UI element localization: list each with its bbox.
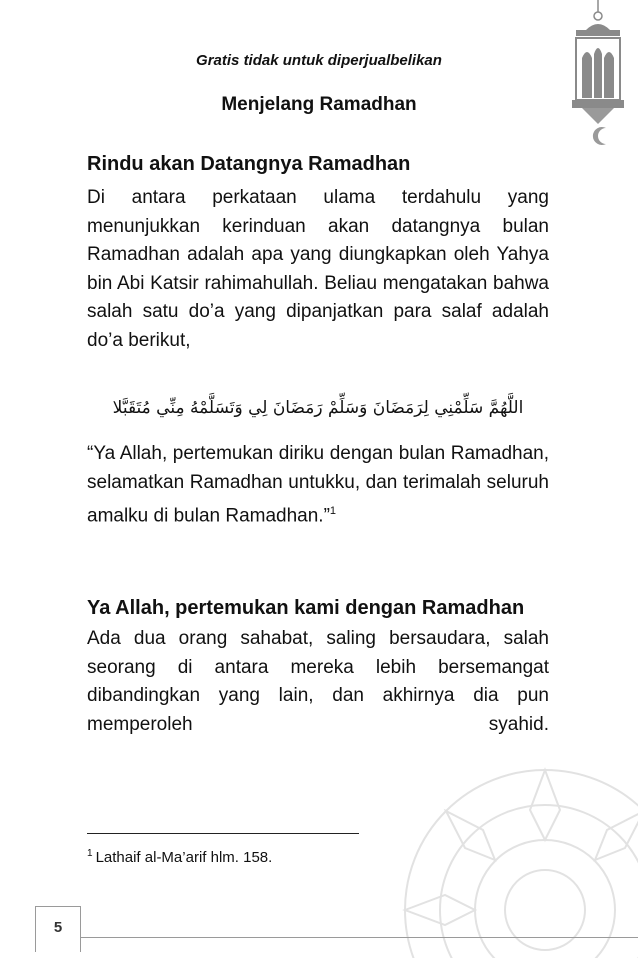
chapter-title: Menjelang Ramadhan <box>221 94 417 115</box>
page-bottom-rule <box>81 937 638 938</box>
footnote-text: Lathaif al-Ma’arif hlm. 158. <box>95 849 273 866</box>
translation-block <box>87 440 549 531</box>
footnote-reference[interactable]: 1 <box>329 505 337 517</box>
section-2 <box>87 593 549 739</box>
section-1-intro: Di antara perkataan ulama terdahulu yang menunjukkan kerinduan akan datangnya bulan Ramadhan adalah apa yang diungkapkan oleh Yahya bin Abi Katsir rahimahullah. Beliau mengatakan bahwa salah satu do’a yang dipanjatkan para salaf adalah do’a berikut, <box>87 187 549 351</box>
running-header: Gratis tidak untuk diperjualbelikan <box>196 52 442 69</box>
footnote <box>87 848 272 866</box>
section-2-body: Ada dua orang sahabat, saling bersaudara, salah seorang di antara mereka lebih bersemangat dibandingkan yang lain, dan akhirnya dia pun memperoleh syahid. <box>87 628 549 735</box>
page-number: 5 <box>35 906 81 952</box>
footnote-number: 1 <box>87 848 93 859</box>
lantern-ornament-icon <box>558 0 638 150</box>
mandala-ornament-icon <box>345 720 638 958</box>
section-1-title: Rindu akan Datangnya Ramadhan <box>87 153 411 175</box>
arabic-prayer: اللَّهُمَّ سَلِّمْنِي لِرَمَضَانَ وَسَلِّمْ رَمَضَانَ لِي وَتَسَلَّمْهُ مِنِّي مُتَقَبَّلا <box>112 398 524 418</box>
translation-text: “Ya Allah, pertemukan diriku dengan bulan Ramadhan, selamatkan Ramadhan untukku, dan terimalah seluruh amalku di bulan Ramadhan.” <box>87 443 549 527</box>
section-2-title: Ya Allah, pertemukan kami dengan Ramadhan <box>87 597 525 619</box>
footnote-divider <box>87 833 359 834</box>
prayer-translation <box>87 440 549 531</box>
section-1 <box>87 149 549 355</box>
